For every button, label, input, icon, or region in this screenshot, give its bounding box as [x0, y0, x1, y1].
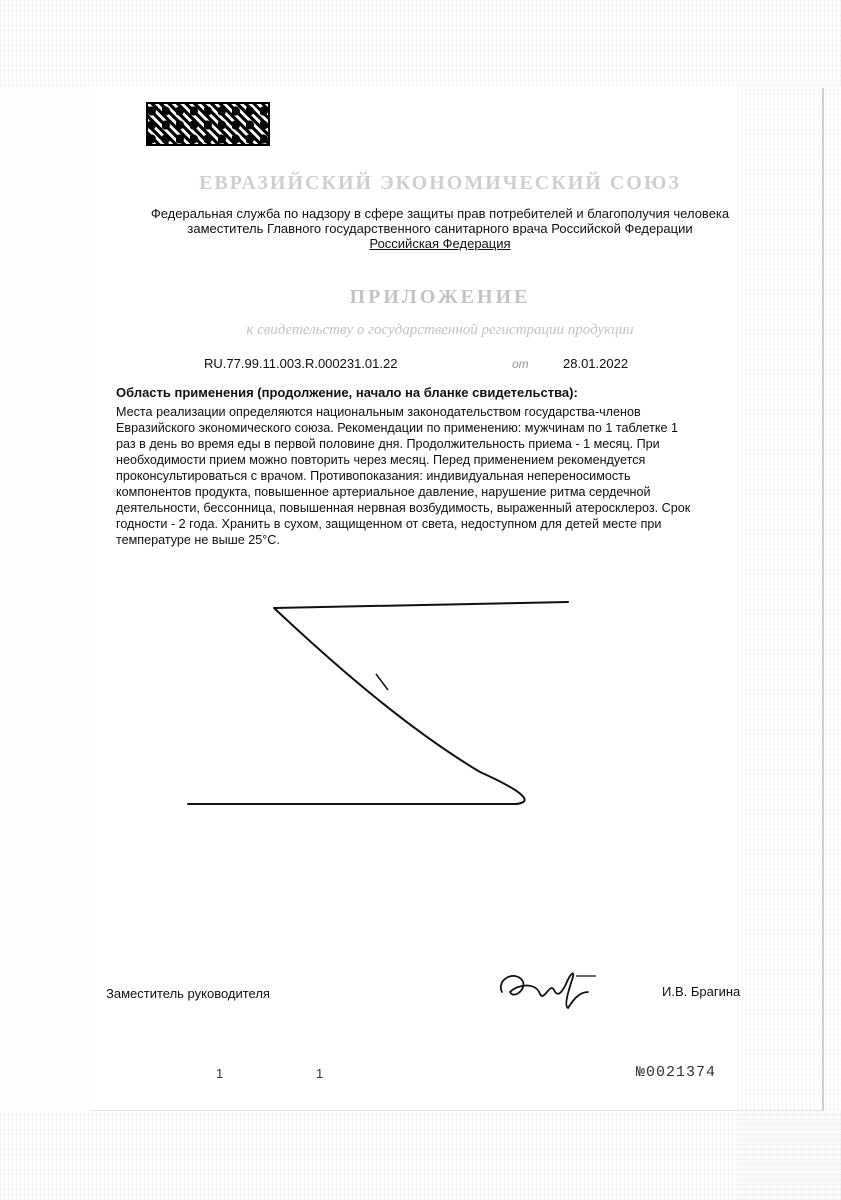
- form-number-a: 1: [216, 1066, 224, 1081]
- registration-number: RU.77.99.11.003.R.000231.01.22: [204, 356, 398, 371]
- agency-line-2: заместитель Главного государственного санитарного врача Российской Федерации: [187, 221, 693, 236]
- scope-line: компонентов продукта, повышенное артериальное давление, нарушение ритма сердечной: [116, 485, 651, 499]
- scope-line: Евразийского экономического союза. Рекомендации по применению: мужчинам по 1 таблетке 1: [116, 421, 678, 435]
- signer-name: И.В. Брагина: [662, 984, 741, 999]
- scan-noise-bottom: [0, 1110, 841, 1200]
- scope-line: годности - 2 года. Хранить в сухом, защищенном от света, недоступном для детей месте при: [116, 517, 662, 531]
- scope-line: деятельности, бессонница, повышенная нервная возбудимость, выраженный атеросклероз. Срок: [116, 501, 691, 515]
- scope-line: температуре не выше 25°С.: [116, 533, 280, 547]
- section-heading: Область применения (продолжение, начало на бланке свидетельства):: [116, 385, 578, 400]
- document-subtitle: к свидетельству о государственной регистрации продукции: [246, 322, 634, 338]
- serial-number: №0021374: [636, 1064, 717, 1081]
- z-cancellation-mark: [180, 590, 600, 820]
- union-title: ЕВРАЗИЙСКИЙ ЭКОНОМИЧЕСКИЙ СОЮЗ: [199, 172, 681, 194]
- scan-noise-left: [0, 86, 90, 1110]
- scope-line: проконсультироваться с врачом. Противопоказания: индивидуальная непереносимость: [116, 469, 631, 483]
- registration-date: 28.01.2022: [563, 356, 629, 371]
- registration-from-label: от: [512, 357, 529, 371]
- handwritten-signature: [492, 962, 602, 1012]
- form-number-b: 1: [316, 1066, 324, 1081]
- document-title: ПРИЛОЖЕНИЕ: [349, 286, 531, 308]
- scope-line: необходимости прием можно повторить через месяц. Перед применением рекомендуется: [116, 453, 646, 467]
- agency-line-3: Российская Федерация: [369, 236, 511, 251]
- agency-line-1: Федеральная служба по надзору в сфере защиты прав потребителей и благополучия человека: [150, 206, 730, 221]
- scope-line: раз в день во время еды в первой половине дня. Продолжительность приема - 1 месяц. При: [116, 437, 660, 451]
- scan-noise-top: [0, 0, 841, 86]
- scope-line: Места реализации определяются национальным законодательством государства-членов: [116, 405, 641, 419]
- scope-text: [116, 404, 748, 548]
- barcode: [146, 102, 270, 146]
- signer-role: Заместитель руководителя: [106, 986, 270, 1001]
